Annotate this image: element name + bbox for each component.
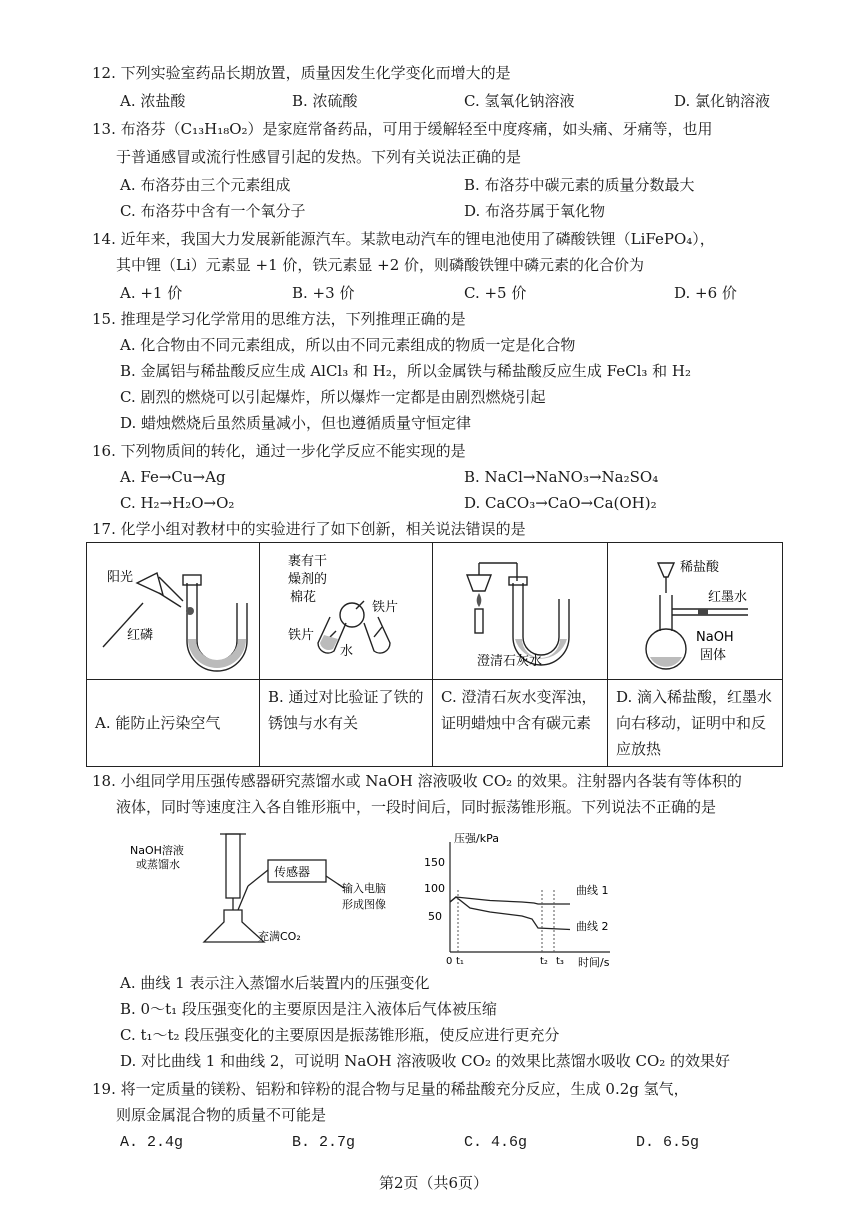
label-pc-2: 形成图像: [342, 898, 386, 911]
q13-option-a: A. 布洛芬由三个元素组成: [120, 176, 291, 194]
legend-curve-2: 曲线 2: [576, 920, 609, 933]
label-cotton-2: 燥剂的: [288, 572, 328, 587]
y-tick-50: 50: [428, 910, 442, 923]
x-tick-t3: t₃: [556, 956, 564, 967]
legend-curve-1: 曲线 1: [576, 884, 609, 897]
label-pc-1: 输入电脑: [342, 882, 386, 895]
q14-option-a: A. +1 价: [120, 284, 183, 302]
q19-options: [120, 1134, 792, 1151]
q18-option-d: D. 对比曲线 1 和曲线 2，可说明 NaOH 溶液吸收 CO₂ 的效果比蒸馏水吸收 CO₂ 的效果好: [120, 1052, 731, 1070]
x-tick-t1: t₁: [456, 956, 464, 967]
q18-stem-line2: 液体，同时等速度注入各自锥形瓶中，一段时间后，同时振荡锥形瓶。下列说法不正确的是: [116, 798, 717, 816]
q15-option-c: C. 剧烈的燃烧可以引起爆炸，所以爆炸一定都是由剧烈燃烧引起: [120, 388, 546, 406]
q13-option-c: C. 布洛芬中含有一个氧分子: [120, 202, 306, 220]
q19-option-c: C. 4.6g: [464, 1134, 528, 1151]
y-tick-150: 150: [424, 856, 445, 869]
q17-option-b: B. 通过对比验证了铁的锈蚀与水有关: [260, 680, 433, 767]
q13-option-d: D. 布洛芬属于氧化物: [464, 202, 606, 220]
q16-options-row1: [120, 468, 792, 486]
q14-options: [120, 282, 792, 303]
label-red-ink: 红墨水: [708, 590, 748, 605]
q16-options-row2: [120, 494, 792, 512]
label-water: 水: [340, 644, 354, 659]
q15-option-d: D. 蜡烛燃烧后虽然质量减小，但也遵循质量守恒定律: [120, 414, 472, 432]
pressure-time-chart: [420, 830, 620, 968]
q18-option-c: C. t₁～t₂ 段压强变化的主要原因是振荡锥形瓶，使反应进行更充分: [120, 1026, 560, 1044]
q17-figure-a: [87, 543, 260, 680]
label-cotton-1: 裹有干: [288, 554, 328, 569]
q16-stem: 16. 下列物质间的转化，通过一步化学反应不能实现的是: [92, 442, 466, 460]
q19-stem-line1: 19. 将一定质量的镁粉、铝粉和锌粉的混合物与足量的稀盐酸充分反应，生成 0.2g 氢气，: [92, 1080, 689, 1098]
q19-option-d: D. 6.5g: [636, 1134, 700, 1151]
label-cotton-3: 棉花: [290, 590, 317, 605]
q17-option-d: D. 滴入稀盐酸，红墨水向右移动，证明中和反应放热: [608, 680, 783, 767]
q17-option-c: C. 澄清石灰水变浑浊，证明蜡烛中含有碳元素: [433, 680, 608, 767]
neutralization-flask-diagram: [608, 543, 782, 675]
label-syringe-1: NaOH溶液: [130, 844, 184, 857]
label-flask: 充满CO₂: [258, 930, 301, 943]
label-sunlight: 阳光: [107, 570, 134, 585]
q18-option-b: B. 0～t₁ 段压强变化的主要原因是注入液体后气体被压缩: [120, 1000, 497, 1018]
q15-option-b: B. 金属铝与稀盐酸反应生成 AlCl₃ 和 H₂，所以金属铁与稀盐酸反应生成 FeCl₃ 和 H₂: [120, 362, 692, 380]
x-tick-t2: t₂: [540, 956, 548, 967]
q19-stem-line2: 则原金属混合物的质量不可能是: [116, 1106, 327, 1124]
q13-stem-line1: 13. 布洛芬（C₁₃H₁₈O₂）是家庭常备药品，可用于缓解轻至中度疼痛，如头痛、牙痛等，也用: [92, 120, 713, 138]
y-axis-label: 压强/kPa: [454, 832, 499, 845]
q13-stem-line2: 于普通感冒或流行性感冒引起的发热。下列有关说法正确的是: [116, 148, 522, 166]
q16-option-b: B. NaCl→NaNO₃→Na₂SO₄: [464, 468, 659, 486]
q12-option-a: A. 浓盐酸: [120, 92, 186, 110]
label-red-phosphorus: 红磷: [127, 628, 154, 643]
q15-option-a: A. 化合物由不同元素组成，所以由不同元素组成的物质一定是化合物: [120, 336, 576, 354]
q17-figure-b: [260, 543, 433, 680]
label-iron-1: 铁片: [372, 600, 399, 615]
q12-stem: 12. 下列实验室药品长期放置，质量因发生化学变化而增大的是: [92, 64, 511, 82]
label-syringe-2: 或蒸馏水: [136, 858, 180, 871]
q19-option-a: A. 2.4g: [120, 1134, 184, 1151]
label-sensor: 传感器: [274, 865, 311, 879]
q12-options: [120, 90, 792, 111]
x-axis-label: 时间/s: [578, 956, 610, 968]
q15-stem: 15. 推理是学习化学常用的思维方法，下列推理正确的是: [92, 310, 466, 328]
label-limewater: 澄清石灰水: [477, 654, 543, 669]
q16-option-c: C. H₂→H₂O→O₂: [120, 494, 235, 512]
q16-option-d: D. CaCO₃→CaO→Ca(OH)₂: [464, 494, 657, 512]
q16-option-a: A. Fe→Cu→Ag: [120, 468, 226, 486]
series-line-1: [450, 897, 570, 904]
red-phosphorus-u-tube-diagram: [87, 543, 259, 675]
q12-option-d: D. 氯化钠溶液: [674, 92, 771, 110]
q14-option-c: C. +5 价: [464, 284, 527, 302]
q12-option-b: B. 浓硫酸: [292, 92, 358, 110]
y-tick-100: 100: [424, 882, 445, 895]
q17-figure-d: [608, 543, 783, 680]
q18-option-a: A. 曲线 1 表示注入蒸馏水后装置内的压强变化: [120, 974, 430, 992]
q17-figure-c: [433, 543, 608, 680]
q14-option-d: D. +6 价: [674, 284, 737, 302]
q17-option-a: A. 能防止污染空气: [87, 680, 260, 767]
label-naoh: NaOH: [696, 630, 734, 645]
q13-options-row1: [120, 174, 792, 195]
iron-rust-tube-diagram: [260, 543, 432, 675]
candle-limewater-diagram: [433, 543, 607, 675]
q17-experiment-table: [86, 542, 783, 767]
q14-stem-line1: 14. 近年来，我国大力发展新能源汽车。某款电动汽车的锂电池使用了磷酸铁锂（LiFePO₄），: [92, 230, 715, 248]
q14-option-b: B. +3 价: [292, 284, 355, 302]
label-iron-2: 铁片: [288, 628, 315, 643]
q18-stem-line1: 18. 小组同学用压强传感器研究蒸馏水或 NaOH 溶液吸收 CO₂ 的效果。注射器内各装有等体积的: [92, 772, 742, 790]
q13-option-b: B. 布洛芬中碳元素的质量分数最大: [464, 176, 695, 194]
x-tick-0: 0: [446, 956, 453, 967]
label-solid: 固体: [700, 648, 727, 663]
label-dilute-hcl: 稀盐酸: [680, 560, 720, 575]
pressure-sensor-apparatus: [130, 826, 410, 956]
q13-options-row2: [120, 200, 792, 221]
q19-option-b: B. 2.7g: [292, 1134, 356, 1151]
page-footer: 第2页（共6页）: [378, 1174, 489, 1192]
q17-stem: 17. 化学小组对教材中的实验进行了如下创新，相关说法错误的是: [92, 520, 526, 538]
q14-stem-line2: 其中锂（Li）元素显 +1 价，铁元素显 +2 价，则磷酸铁锂中磷元素的化合价为: [116, 256, 645, 274]
q12-option-c: C. 氢氧化钠溶液: [464, 92, 575, 110]
